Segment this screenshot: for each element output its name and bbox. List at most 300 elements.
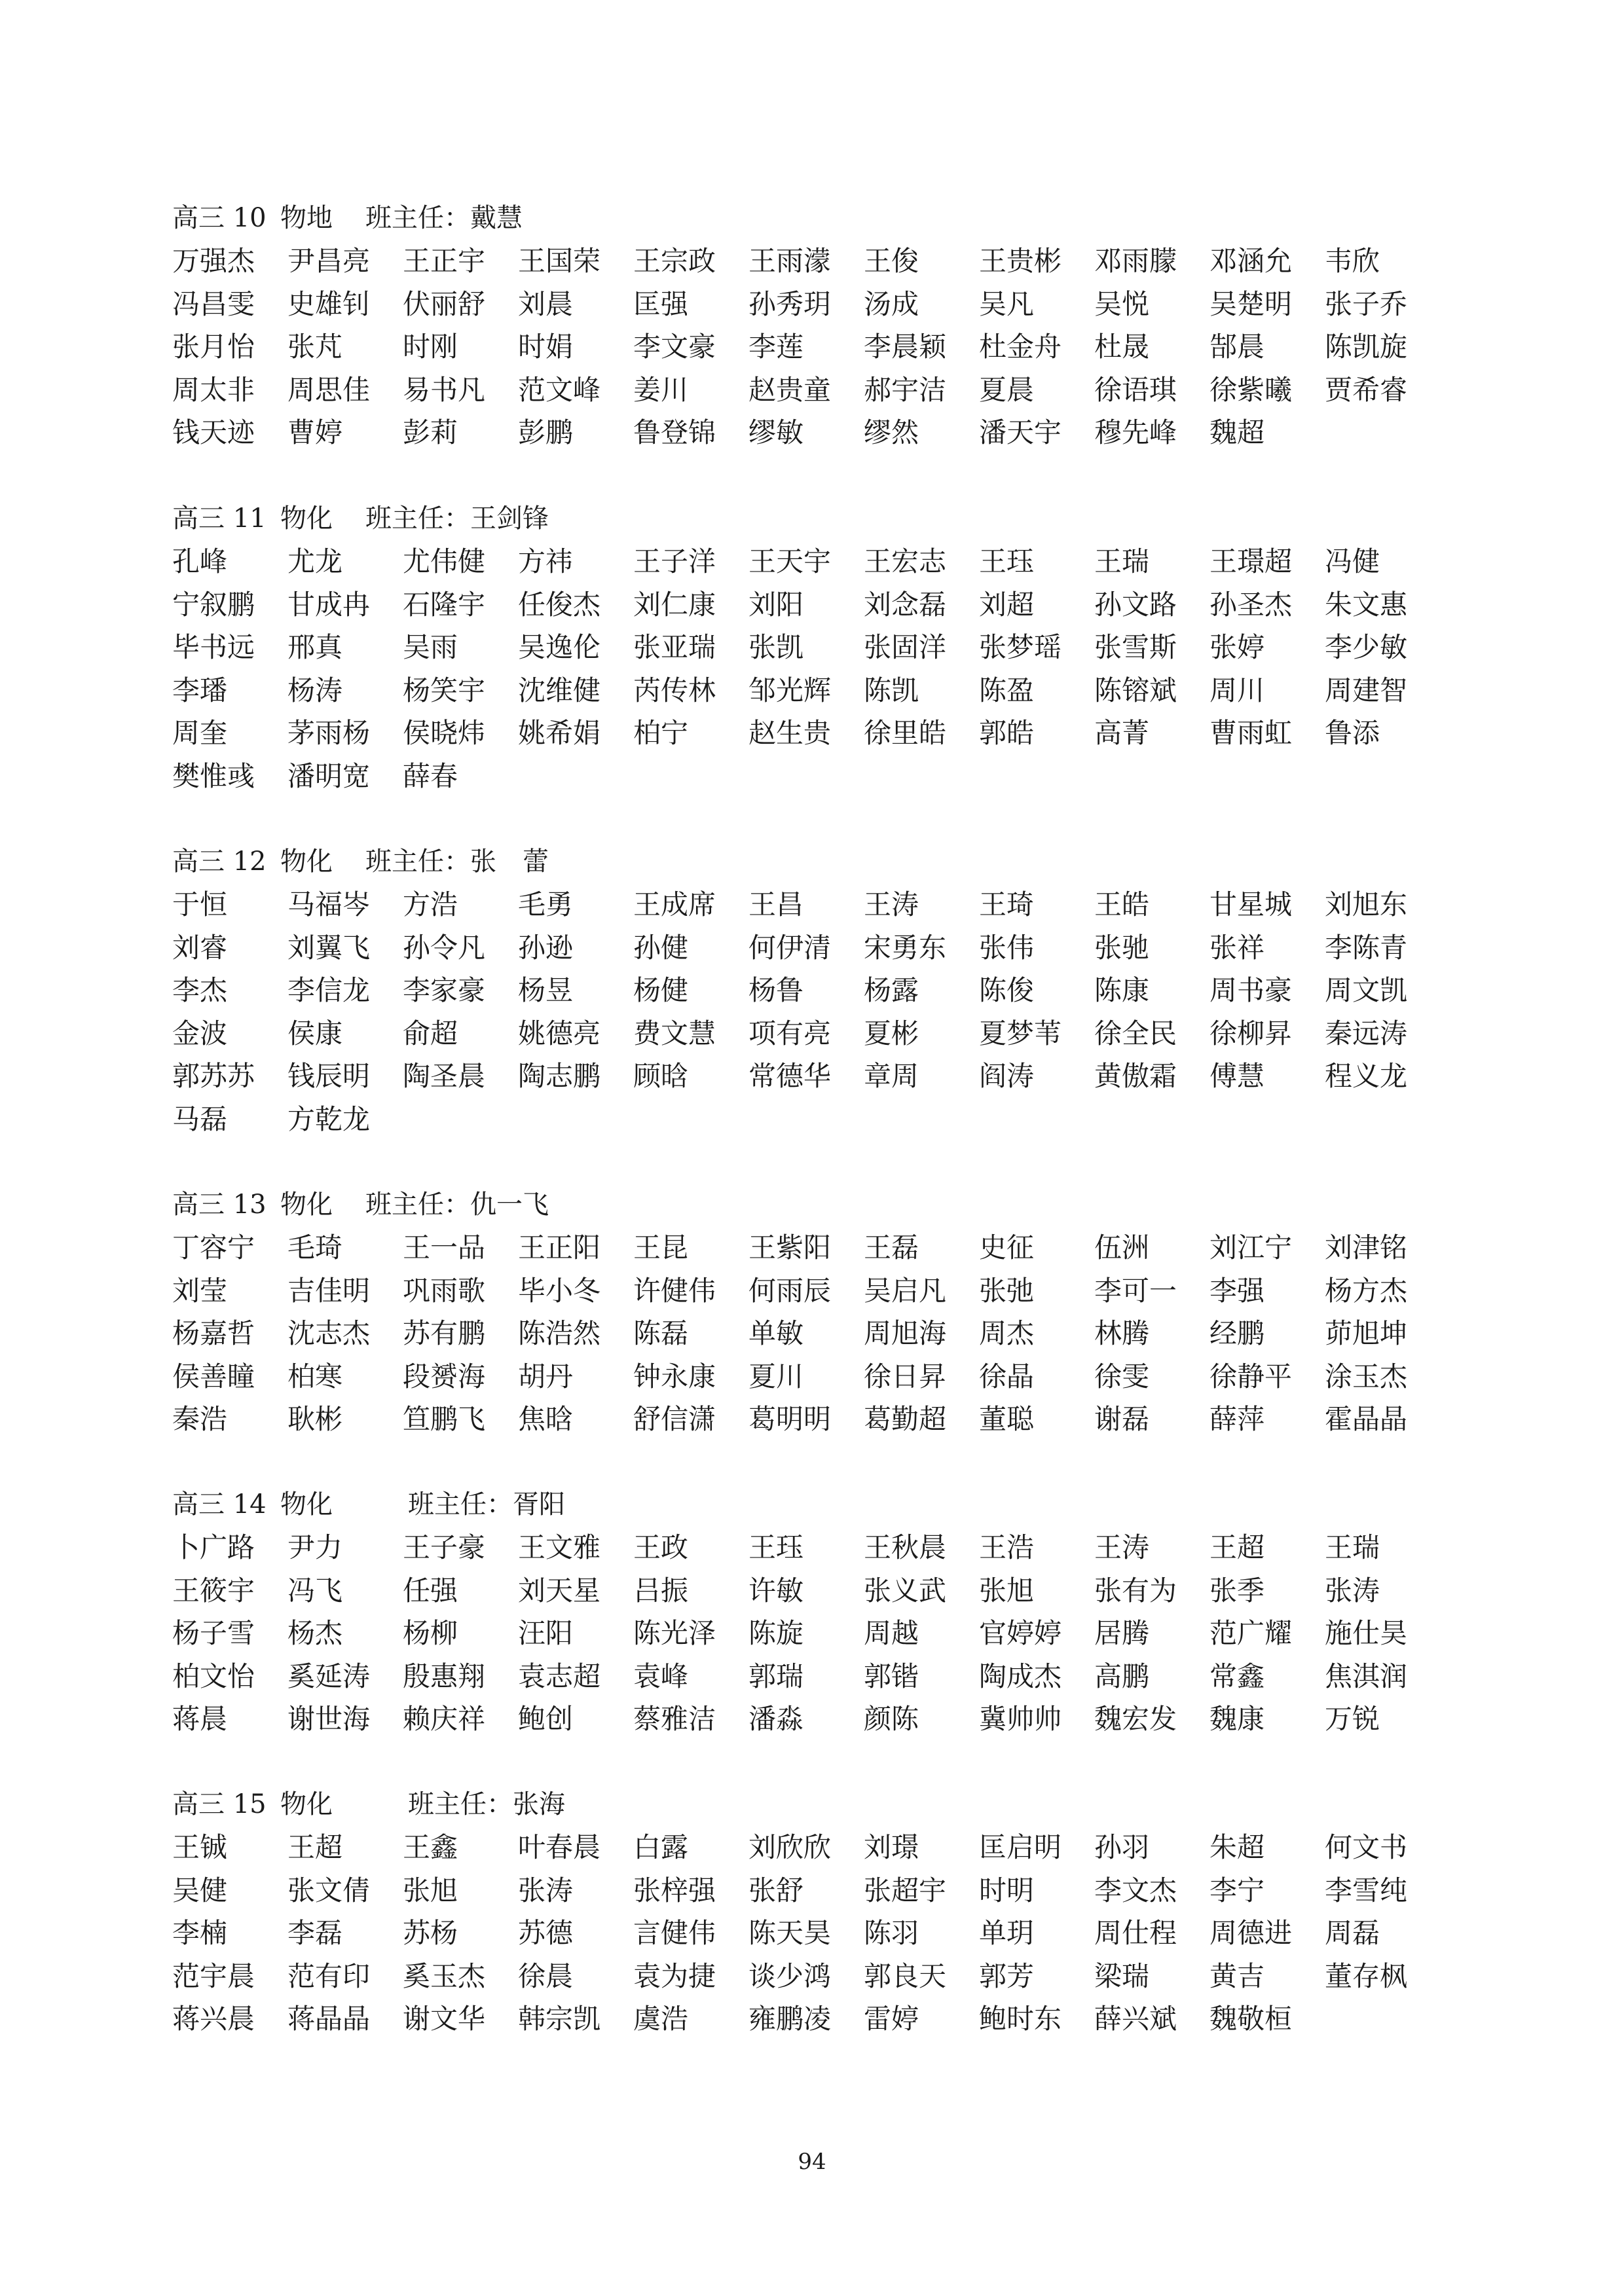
student-name: 陶圣晨	[403, 1060, 486, 1092]
student-name: 郭锴	[864, 1660, 919, 1692]
student-name: 曹雨虹	[1209, 717, 1293, 749]
student-name: 张季	[1209, 1574, 1265, 1607]
student-name: 石隆宇	[403, 588, 486, 621]
class-section-10	[172, 196, 1456, 454]
student-name: 芮传林	[633, 674, 716, 706]
student-name: 言健伟	[633, 1917, 716, 1949]
student-name: 王皓	[1094, 888, 1150, 920]
student-name: 王昌	[748, 888, 804, 920]
student-name: 王紫阳	[748, 1231, 832, 1264]
student-name: 耿彬	[287, 1403, 343, 1435]
student-name: 许健伟	[633, 1274, 716, 1307]
student-name: 周书豪	[1209, 974, 1293, 1006]
student-name: 韦欣	[1325, 245, 1380, 277]
student-name: 杨鲁	[748, 974, 804, 1006]
student-name: 李璠	[172, 674, 228, 706]
student-name: 郭良天	[864, 1959, 947, 1992]
student-name: 李宁	[1209, 1874, 1265, 1906]
student-name: 任俊杰	[518, 588, 601, 621]
student-name: 徐语琪	[1094, 373, 1177, 406]
student-name: 周杰	[979, 1317, 1035, 1349]
student-name: 王正阳	[518, 1231, 601, 1264]
student-name: 周思佳	[287, 373, 371, 406]
student-name: 李晨颖	[864, 331, 947, 363]
student-name: 宋勇东	[864, 931, 947, 964]
student-name: 王超	[1209, 1531, 1265, 1563]
student-name: 卜广路	[172, 1531, 255, 1563]
student-name: 徐全民	[1094, 1017, 1177, 1049]
student-name: 柏寒	[287, 1360, 343, 1393]
student-name: 杨昱	[518, 974, 574, 1006]
student-name: 钱天迹	[172, 416, 255, 448]
student-name: 吉佳明	[287, 1274, 371, 1307]
student-name: 李杰	[172, 974, 228, 1006]
student-name: 杨露	[864, 974, 919, 1006]
student-name: 刘莹	[172, 1274, 228, 1307]
student-name: 葛勤超	[864, 1403, 947, 1435]
student-name: 张弛	[979, 1274, 1035, 1307]
student-name: 钟永康	[633, 1360, 716, 1393]
student-name: 潘明宽	[287, 759, 371, 792]
class-header	[172, 497, 1456, 540]
student-name: 陈镕斌	[1094, 674, 1177, 706]
student-name: 伏丽舒	[403, 287, 486, 320]
student-name: 何雨辰	[748, 1274, 832, 1307]
student-name-list	[172, 240, 1456, 454]
student-name: 顾晗	[633, 1060, 689, 1092]
student-name: 周磊	[1325, 1917, 1380, 1949]
student-name: 周德进	[1209, 1917, 1293, 1949]
student-name: 郭苏苏	[172, 1060, 255, 1092]
student-name: 陈羽	[864, 1917, 919, 1949]
student-name: 张雪斯	[1094, 631, 1177, 663]
student-name: 谈少鸿	[748, 1959, 832, 1992]
student-name: 甘星城	[1209, 888, 1293, 920]
student-name: 霍晶晶	[1325, 1403, 1408, 1435]
class-grade: 高三 11	[172, 503, 267, 534]
student-name: 焦晗	[518, 1403, 574, 1435]
class-teacher: 班主任：仇一飞	[365, 1190, 549, 1220]
student-name: 徐静平	[1209, 1360, 1293, 1393]
student-name: 方浩	[403, 888, 458, 920]
student-name: 王涛	[864, 888, 919, 920]
class-subject: 物地	[280, 203, 333, 233]
student-name: 王昆	[633, 1231, 689, 1264]
student-name: 张旭	[979, 1574, 1035, 1607]
student-name: 周太非	[172, 373, 255, 406]
student-name: 邓雨朦	[1094, 245, 1177, 277]
class-section-15	[172, 1783, 1456, 2041]
student-name: 张文倩	[287, 1874, 371, 1906]
student-name: 张亚瑞	[633, 631, 716, 663]
student-name: 汤成	[864, 287, 919, 320]
student-name: 方祎	[518, 545, 574, 577]
student-name: 王秋晨	[864, 1531, 947, 1563]
student-name: 李楠	[172, 1917, 228, 1949]
student-name: 郜晨	[1209, 331, 1265, 363]
student-name: 王宗政	[633, 245, 716, 277]
student-name: 王成席	[633, 888, 716, 920]
student-name: 王筱宇	[172, 1574, 255, 1607]
student-name: 鲁添	[1325, 717, 1380, 749]
student-name: 施仕昊	[1325, 1617, 1408, 1649]
student-name: 周仕程	[1094, 1917, 1177, 1949]
student-name: 孔峰	[172, 545, 228, 577]
student-name: 金波	[172, 1017, 228, 1049]
student-name: 雷婷	[864, 2003, 919, 2035]
student-name: 王璟超	[1209, 545, 1293, 577]
student-name: 夏晨	[979, 373, 1035, 406]
student-name: 钱辰明	[287, 1060, 371, 1092]
student-name: 陈俊	[979, 974, 1035, 1006]
student-name: 鲍创	[518, 1703, 574, 1735]
student-name: 张旭	[403, 1874, 458, 1906]
student-name: 徐雯	[1094, 1360, 1150, 1393]
student-name: 吴健	[172, 1874, 228, 1906]
student-name: 费文慧	[633, 1017, 716, 1049]
student-name: 冯飞	[287, 1574, 343, 1607]
student-name: 孙圣杰	[1209, 588, 1293, 621]
student-name: 王子洋	[633, 545, 716, 577]
student-name: 薛兴斌	[1094, 2003, 1177, 2035]
class-grade: 高三 12	[172, 847, 267, 877]
class-teacher: 班主任：张海	[408, 1789, 565, 1819]
student-name: 王珏	[979, 545, 1035, 577]
student-name: 郭芳	[979, 1959, 1035, 1992]
student-name: 蒋晨	[172, 1703, 228, 1735]
page-number: 94	[798, 2149, 826, 2175]
class-teacher: 班主任：张 蕾	[365, 847, 549, 877]
student-name: 王涛	[1094, 1531, 1150, 1563]
student-name: 杨笑宇	[403, 674, 486, 706]
student-name: 何伊清	[748, 931, 832, 964]
class-subject: 物化	[280, 847, 333, 877]
student-name: 段赟海	[403, 1360, 486, 1393]
student-name: 张子乔	[1325, 287, 1408, 320]
student-name: 王天宇	[748, 545, 832, 577]
student-name: 刘天星	[518, 1574, 601, 1607]
student-name: 徐晶	[979, 1360, 1035, 1393]
student-name: 王子豪	[403, 1531, 486, 1563]
student-name: 王瑞	[1094, 545, 1150, 577]
student-name: 高鹏	[1094, 1660, 1150, 1692]
student-name: 王鑫	[403, 1831, 458, 1863]
student-name: 笪鹏飞	[403, 1403, 486, 1435]
student-name: 高菁	[1094, 717, 1150, 749]
student-name: 李磊	[287, 1917, 343, 1949]
student-name: 徐晨	[518, 1959, 574, 1992]
class-subject: 物化	[280, 503, 333, 534]
student-name-list	[172, 540, 1456, 797]
student-name: 张驰	[1094, 931, 1150, 964]
student-name: 张婷	[1209, 631, 1265, 663]
student-name: 陈磊	[633, 1317, 689, 1349]
student-name: 伍洲	[1094, 1231, 1150, 1264]
student-name: 焦淇润	[1325, 1660, 1408, 1692]
student-name: 李莲	[748, 331, 804, 363]
student-name: 曹婷	[287, 416, 343, 448]
class-teacher: 班主任：胥阳	[408, 1489, 565, 1520]
student-name: 鲁登锦	[633, 416, 716, 448]
student-name: 阎涛	[979, 1060, 1035, 1092]
student-name: 邢真	[287, 631, 343, 663]
student-name: 潘淼	[748, 1703, 804, 1735]
student-name: 吴悦	[1094, 287, 1150, 320]
class-header	[172, 1483, 1456, 1526]
class-grade: 高三 13	[172, 1190, 267, 1220]
student-name: 吴楚明	[1209, 287, 1293, 320]
class-section-11	[172, 497, 1456, 797]
student-name: 蒋兴晨	[172, 2003, 255, 2035]
student-name: 葛明明	[748, 1403, 832, 1435]
class-subject: 物化	[280, 1190, 333, 1220]
student-name: 王磊	[864, 1231, 919, 1264]
student-name: 穆先峰	[1094, 416, 1177, 448]
student-name: 张伟	[979, 931, 1035, 964]
student-name: 侯晓炜	[403, 717, 486, 749]
student-name: 徐柳昇	[1209, 1017, 1293, 1049]
student-name: 缪敏	[748, 416, 804, 448]
student-name: 傅慧	[1209, 1060, 1265, 1092]
student-name: 沈维健	[518, 674, 601, 706]
student-name: 陈康	[1094, 974, 1150, 1006]
student-name: 王国荣	[518, 245, 601, 277]
student-name: 张超宇	[864, 1874, 947, 1906]
student-name: 柏文怡	[172, 1660, 255, 1692]
student-name: 黄吉	[1209, 1959, 1265, 1992]
student-name: 方乾龙	[287, 1102, 371, 1135]
student-name: 樊惟彧	[172, 759, 255, 792]
student-name: 尤伟健	[403, 545, 486, 577]
student-name: 侯康	[287, 1017, 343, 1049]
student-name: 姚德亮	[518, 1017, 601, 1049]
student-name: 颜陈	[864, 1703, 919, 1735]
student-name: 周建智	[1325, 674, 1408, 706]
student-name: 杜晟	[1094, 331, 1150, 363]
student-name: 姚希娟	[518, 717, 601, 749]
student-name: 尹力	[287, 1531, 343, 1563]
student-name: 王俊	[864, 245, 919, 277]
class-header	[172, 840, 1456, 883]
student-name: 毕书远	[172, 631, 255, 663]
student-name: 巩雨歌	[403, 1274, 486, 1307]
student-name: 李可一	[1094, 1274, 1177, 1307]
student-name: 秦远涛	[1325, 1017, 1408, 1049]
student-name: 刘翼飞	[287, 931, 371, 964]
student-name: 王浩	[979, 1531, 1035, 1563]
student-name: 夏彬	[864, 1017, 919, 1049]
student-name: 冯健	[1325, 545, 1380, 577]
student-name: 胡丹	[518, 1360, 574, 1393]
student-name: 王珏	[748, 1531, 804, 1563]
student-name: 韩宗凯	[518, 2003, 601, 2035]
student-name: 匡强	[633, 287, 689, 320]
student-name: 张固洋	[864, 631, 947, 663]
student-name: 缪然	[864, 416, 919, 448]
student-name: 刘睿	[172, 931, 228, 964]
class-header	[172, 1783, 1456, 1826]
student-name: 彭鹏	[518, 416, 574, 448]
student-name: 邹光辉	[748, 674, 832, 706]
student-name: 杨方杰	[1325, 1274, 1408, 1307]
student-name: 李少敏	[1325, 631, 1408, 663]
student-name: 李家豪	[403, 974, 486, 1006]
student-name: 魏宏发	[1094, 1703, 1177, 1735]
student-name: 杨嘉哲	[172, 1317, 255, 1349]
student-name: 陈旋	[748, 1617, 804, 1649]
student-name: 范广耀	[1209, 1617, 1293, 1649]
student-name: 杨杰	[287, 1617, 343, 1649]
student-name: 赖庆祥	[403, 1703, 486, 1735]
student-name: 匡启明	[979, 1831, 1062, 1863]
student-name: 马福岑	[287, 888, 371, 920]
student-name: 王瑞	[1325, 1531, 1380, 1563]
student-name: 袁为捷	[633, 1959, 716, 1992]
student-name: 李雪纯	[1325, 1874, 1408, 1906]
student-name: 朱超	[1209, 1831, 1265, 1863]
class-subject: 物化	[280, 1789, 333, 1819]
student-name: 易书凡	[403, 373, 486, 406]
student-name: 时娟	[518, 331, 574, 363]
class-header	[172, 1183, 1456, 1226]
student-name: 吕振	[633, 1574, 689, 1607]
student-name: 杜金舟	[979, 331, 1062, 363]
student-name: 张有为	[1094, 1574, 1177, 1607]
student-name: 张义武	[864, 1574, 947, 1607]
student-name: 孙秀玥	[748, 287, 832, 320]
student-name: 李陈青	[1325, 931, 1408, 964]
student-name: 陶志鹏	[518, 1060, 601, 1092]
student-name: 沈志杰	[287, 1317, 371, 1349]
class-grade: 高三 10	[172, 203, 267, 233]
student-name: 薛春	[403, 759, 458, 792]
student-name: 宁叙鹏	[172, 588, 255, 621]
class-teacher: 班主任：王剑锋	[365, 503, 549, 534]
student-name-list	[172, 883, 1456, 1140]
student-name: 刘旭东	[1325, 888, 1408, 920]
student-name: 谢文华	[403, 2003, 486, 2035]
student-name: 甘成冉	[287, 588, 371, 621]
student-name: 孙令凡	[403, 931, 486, 964]
student-name: 周川	[1209, 674, 1265, 706]
class-section-14	[172, 1483, 1456, 1741]
student-name: 冯昌雯	[172, 287, 255, 320]
student-name: 姜川	[633, 373, 689, 406]
student-name: 王宏志	[864, 545, 947, 577]
student-name: 李文杰	[1094, 1874, 1177, 1906]
student-name: 何文书	[1325, 1831, 1408, 1863]
student-name: 魏康	[1209, 1703, 1265, 1735]
student-name: 叶春晨	[518, 1831, 601, 1863]
student-name: 项有亮	[748, 1017, 832, 1049]
student-name: 杨子雪	[172, 1617, 255, 1649]
student-name: 王文雅	[518, 1531, 601, 1563]
student-name: 张月怡	[172, 331, 255, 363]
student-name: 夏梦苇	[979, 1017, 1062, 1049]
student-name: 潘天宇	[979, 416, 1062, 448]
student-name: 袁志超	[518, 1660, 601, 1692]
student-name: 陈凯	[864, 674, 919, 706]
student-name: 史雄钊	[287, 287, 371, 320]
student-name: 吴逸伦	[518, 631, 601, 663]
student-name: 徐日昇	[864, 1360, 947, 1393]
student-name: 陈光泽	[633, 1617, 716, 1649]
student-name: 王超	[287, 1831, 343, 1863]
student-name: 董聪	[979, 1403, 1035, 1435]
student-name: 奚玉杰	[403, 1959, 486, 1992]
student-name: 董存枫	[1325, 1959, 1408, 1992]
student-name: 黄傲霜	[1094, 1060, 1177, 1092]
student-name: 时刚	[403, 331, 458, 363]
student-name: 邓涵允	[1209, 245, 1293, 277]
student-name: 王政	[633, 1531, 689, 1563]
student-name: 尤龙	[287, 545, 343, 577]
student-name: 张舒	[748, 1874, 804, 1906]
student-name: 郝宇洁	[864, 373, 947, 406]
student-name: 许敏	[748, 1574, 804, 1607]
student-name: 吴启凡	[864, 1274, 947, 1307]
student-name: 孙健	[633, 931, 689, 964]
student-name: 薛萍	[1209, 1403, 1265, 1435]
student-name: 孙逊	[518, 931, 574, 964]
student-name: 秦浩	[172, 1403, 228, 1435]
student-name: 王正宇	[403, 245, 486, 277]
class-section-12	[172, 840, 1456, 1140]
student-name: 谢磊	[1094, 1403, 1150, 1435]
student-name: 苏杨	[403, 1917, 458, 1949]
student-name: 柏宁	[633, 717, 689, 749]
student-name: 茆旭坤	[1325, 1317, 1408, 1349]
student-name: 尹昌亮	[287, 245, 371, 277]
student-name: 赵贵童	[748, 373, 832, 406]
student-name: 刘津铭	[1325, 1231, 1408, 1264]
student-name: 史征	[979, 1231, 1035, 1264]
student-name: 鲍时东	[979, 2003, 1062, 2035]
student-name: 杨柳	[403, 1617, 458, 1649]
student-name: 刘欣欣	[748, 1831, 832, 1863]
student-name: 王一品	[403, 1231, 486, 1264]
student-name: 林腾	[1094, 1317, 1150, 1349]
class-subject: 物化	[280, 1489, 333, 1520]
student-name: 汪阳	[518, 1617, 574, 1649]
student-name: 白露	[633, 1831, 689, 1863]
student-name: 涂玉杰	[1325, 1360, 1408, 1393]
student-name: 单敏	[748, 1317, 804, 1349]
student-name: 苏有鹏	[403, 1317, 486, 1349]
student-name: 万强杰	[172, 245, 255, 277]
student-name: 夏川	[748, 1360, 804, 1393]
student-name: 奚延涛	[287, 1660, 371, 1692]
student-name: 彭莉	[403, 416, 458, 448]
student-name: 吴凡	[979, 287, 1035, 320]
student-name: 王琦	[979, 888, 1035, 920]
student-name: 谢世海	[287, 1703, 371, 1735]
student-name: 张芃	[287, 331, 343, 363]
student-name: 朱文惠	[1325, 588, 1408, 621]
student-name: 万锐	[1325, 1703, 1380, 1735]
student-name: 时明	[979, 1874, 1035, 1906]
student-name: 周越	[864, 1617, 919, 1649]
student-name: 毛勇	[518, 888, 574, 920]
student-name: 刘晨	[518, 287, 574, 320]
student-name: 王雨濛	[748, 245, 832, 277]
student-name: 章周	[864, 1060, 919, 1092]
student-name: 王铖	[172, 1831, 228, 1863]
student-name: 冀帅帅	[979, 1703, 1062, 1735]
student-name: 茅雨杨	[287, 717, 371, 749]
student-name: 贾希睿	[1325, 373, 1408, 406]
student-name: 张祥	[1209, 931, 1265, 964]
